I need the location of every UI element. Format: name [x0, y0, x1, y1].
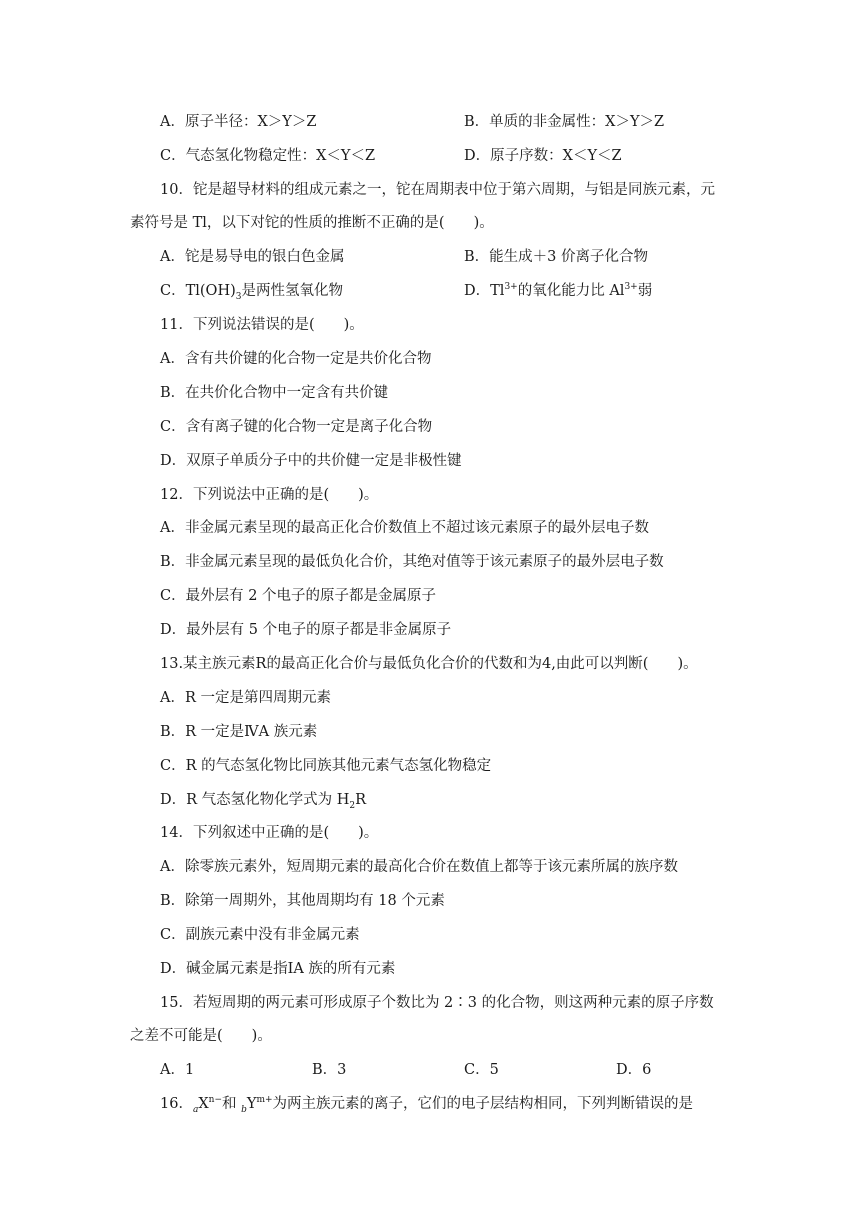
q13-d-text: D．R 气态氢化物化学式为 H [160, 792, 350, 808]
q15-stem-line2: 之差不可能是( )。 [130, 1028, 272, 1044]
q15-stem-line1: 15．若短周期的两元素可形成原子个数比为 2∶3 的化合物，则这两种元素的原子序数 [160, 995, 714, 1011]
q9-option-b: B．单质的非金属性：X＞Y＞Z [464, 114, 665, 130]
q15-option-d: D．6 [616, 1062, 652, 1078]
q10-stem-line2: 素符号是 Tl，以下对铊的性质的推断不正确的是( )。 [130, 215, 494, 231]
q10-d-text-mid: 的氧化能力比 Al [517, 283, 625, 299]
q16-number: 16． [160, 1096, 193, 1112]
q12-option-d: D．最外层有 5 个电子的原子都是非金属原子 [160, 622, 452, 638]
q10-d-text: D．Tl [464, 283, 505, 299]
q9-option-c: C．气态氢化物稳定性：X＜Y＜Z [160, 148, 376, 164]
q16-x-charge: n− [208, 1095, 222, 1106]
q16-stem-rest: 为两主族元素的离子，它们的电子层结构相同，下列判断错误的是 [272, 1096, 694, 1112]
q10-d-text-end: 弱 [637, 283, 653, 299]
q16-and: 和 [222, 1096, 242, 1112]
q10-c-subscript: 3 [235, 291, 242, 302]
q14-option-a: A．除零族元素外，短周期元素的最高化合价在数值上都等于该元素所属的族序数 [160, 859, 678, 875]
q11-option-c: C．含有离子键的化合物一定是离子化合物 [160, 419, 433, 435]
q12-option-c: C．最外层有 2 个电子的原子都是金属原子 [160, 588, 437, 604]
q10-option-c [160, 281, 343, 301]
q10-d-sup-tl: 3+ [504, 282, 518, 293]
q13-option-a: A．R 一定是第四周期元素 [160, 690, 331, 706]
q10-option-a: A．铊是易导电的银白色金属 [160, 249, 345, 265]
q13-option-d [160, 790, 366, 810]
q11-option-b: B．在共价化合物中一定含有共价键 [160, 385, 389, 401]
q12-option-a: A．非金属元素呈现的最高正化合价数值上不超过该元素原子的最外层电子数 [160, 520, 649, 536]
q15-option-a: A．1 [160, 1062, 195, 1078]
q16-b-subscript: b [241, 1104, 247, 1115]
q9-option-d: D．原子序数：X＜Y＜Z [464, 148, 622, 164]
q16-a-subscript: a [192, 1104, 199, 1115]
q11-option-d: D．双原子单质分子中的共价健一定是非极性键 [160, 453, 462, 469]
q15-option-c: C．5 [464, 1062, 499, 1078]
q13-d-text-end: R [355, 792, 367, 808]
q13-option-c: C．R 的气态氢化物比同族其他元素气态氢化物稳定 [160, 758, 492, 774]
q14-option-d: D．碱金属元素是指ⅠA 族的所有元素 [160, 961, 396, 977]
q16-stem [160, 1094, 693, 1114]
q16-x-symbol: X [198, 1096, 209, 1112]
q12-stem: 12．下列说法中正确的是( )。 [160, 487, 379, 503]
q10-stem-line1: 10．铊是超导材料的组成元素之一，铊在周期表中位于第六周期，与铝是同族元素，元 [160, 182, 715, 198]
q13-stem: 13.某主族元素R的最高正化合价与最低负化合价的代数和为4,由此可以判断( )。 [160, 656, 698, 672]
q12-option-b: B．非金属元素呈现的最低负化合价，其绝对值等于该元素原子的最外层电子数 [160, 554, 664, 570]
q10-c-text: C．Tl(OH) [160, 283, 236, 299]
q13-option-b: B．R 一定是ⅣA 族元素 [160, 724, 318, 740]
q15-option-b: B．3 [312, 1062, 347, 1078]
q11-option-a: A．含有共价键的化合物一定是共价化合物 [160, 351, 432, 367]
q16-y-charge: m+ [256, 1095, 273, 1106]
q10-option-b: B．能生成＋3 价离子化合物 [464, 249, 648, 265]
q11-stem: 11．下列说法错误的是( )。 [160, 317, 364, 333]
q13-d-subscript: 2 [349, 800, 356, 811]
q10-d-sup-al: 3+ [624, 282, 638, 293]
q14-option-c: C．副族元素中没有非金属元素 [160, 927, 360, 943]
q16-y-symbol: Y [246, 1096, 257, 1112]
q10-c-text-end: 是两性氢氧化物 [241, 283, 343, 299]
q14-option-b: B．除第一周期外，其他周期均有 18 个元素 [160, 893, 445, 909]
q9-option-a: A．原子半径：X＞Y＞Z [160, 114, 317, 130]
q14-stem: 14．下列叙述中正确的是( )。 [160, 825, 379, 841]
q10-option-d [464, 281, 652, 301]
